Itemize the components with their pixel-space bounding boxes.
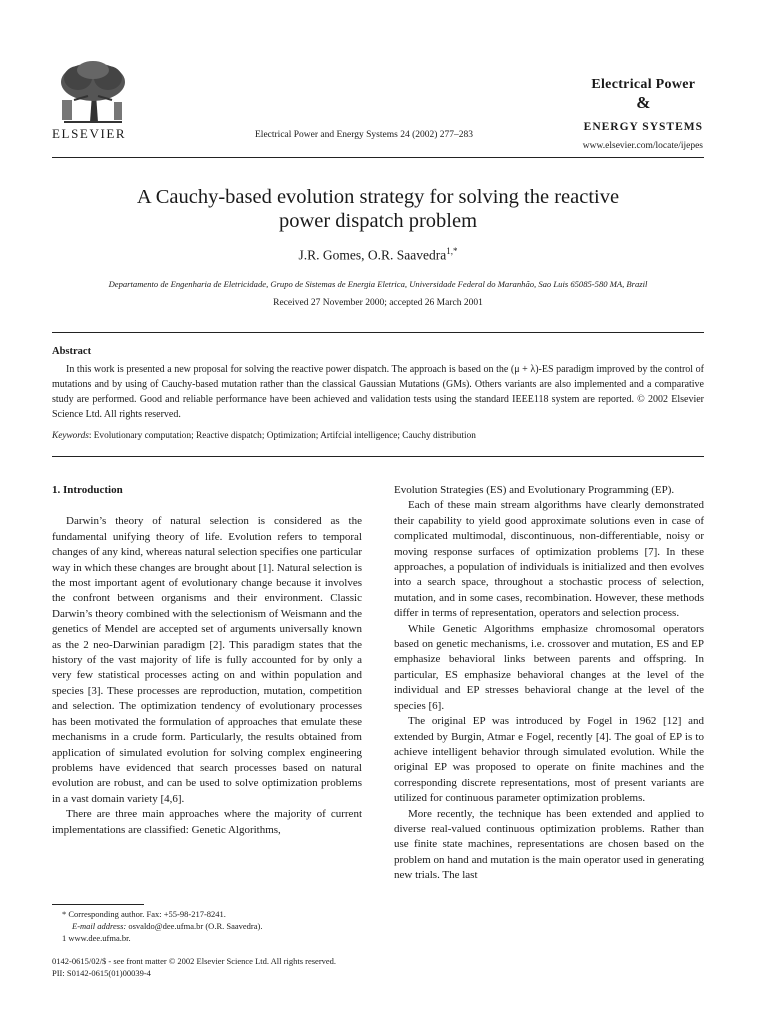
keywords-list: : Evolutionary computation; Reactive dispatch; Optimization; Artifcial intelligence; Cauchy distribution <box>88 431 476 441</box>
footnote-rule <box>52 904 144 905</box>
front-matter <box>52 955 336 979</box>
email-label: E-mail address: <box>72 921 127 931</box>
journal-title <box>584 76 703 136</box>
elsevier-tree-logo <box>54 60 132 124</box>
title-line2: power dispatch problem <box>278 210 478 232</box>
header-divider <box>52 157 704 158</box>
author-names: J.R. Gomes, O.R. Saavedra <box>298 247 447 263</box>
paragraph: While Genetic Algorithms emphasize chromosomal operators based on genetic mechanisms, i.e. crossover and mutation, ES and EP emphasize behavioral links between parents and offspring. In particular, ES emphasize behavioral changes at the level of the individual and EP stresses behavioral change at the level of the species [6]. <box>394 622 704 712</box>
author-superscript: 1,* <box>446 246 458 256</box>
paragraph: Each of these main stream algorithms have clearly demonstrated their capability to yield good approximate solutions even in case of complicated multimodal, discontinuous, non-differentiable, noisy or moving response surfaces of optimization problems [7]. In these approaches, a population of individuals is initialized and then evolves into a search space, throughout a stochastic process of selection, mutation, and in some cases, recombination. However, these methods differ in terms of representation, operators and selection process. <box>394 499 704 620</box>
paragraph: There are three main approaches where the majority of current implementations are classified: Genetic Algorithms, <box>52 808 362 836</box>
abstract-text: In this work is presented a new proposal for solving the reactive power dispatch. The approach is based on the (μ + λ)-ES paradigm improved by the control of mutations and by using of Cauchy-based mutation rather than the classical Gaussian Mutations (GMs). Others variants are also implemented and a comparative study are performed. Good and reliable performance have been achieved and validation tests using the standard IEEE118 system are reported. © 2002 Elsevier Science Ltd. All rights reserved. <box>52 364 704 420</box>
journal-title-line1: Electrical Power <box>591 77 696 92</box>
keywords-label: Keywords <box>52 431 89 441</box>
footnotes <box>62 908 262 944</box>
keywords <box>52 431 704 441</box>
title-line1: A Cauchy-based evolution strategy for solving the reactive <box>136 186 620 208</box>
paragraph: More recently, the technique has been extended and applied to diverse real-valued continuous optimization problems. Rather than use finite state machines, representations are chosen based on the problem on hand and mutation is the main operator used in generating new trials. The last <box>394 807 704 882</box>
abstract-top-divider <box>52 332 704 333</box>
section-heading-introduction: 1. Introduction <box>52 484 123 496</box>
received-dates: Received 27 November 2000; accepted 26 March 2001 <box>273 298 483 308</box>
paragraph: Darwin’s theory of natural selection is considered as the fundamental unifying theory of life. Evolution refers to temporal changes of any kind, whereas natural selection specifies one particular way in which these changes are brought about [1]. Natural selection is the most important agent of evolutionary change because it involves the confront between organisms and their environment. Classic Darwin’s theory combined with the selectionism of Weismann and the genetics of Mendel are accepted set of arguments universally known as the 2 neo-Darwinian paradigm [2]. This paradigm states that the history of the vast majority of life is fully accounted for by only a very few statistical processes acting on and within population and species [3]. These processes are reproduction, mutation, competition and selection. The optimization tendency of evolutionary processes has been motivated the formulation of approaches that emulate these mechanisms in a crude form. Particularly, the results obtained from application of simulated evolution for solving complex engineering problems have evidenced that search processes based on natural evolution are robust, and can be used to solve optimization problems in a vast domain variety [4,6]. <box>52 515 362 805</box>
article-title <box>52 185 704 233</box>
paragraph: The original EP was introduced by Fogel in 1962 [12] and extended by Burgin, Atmar e Fogel, recently [4]. The goal of EP is to achieve intelligent behavior through simulated evolution. While the original EP was proposed to operate on finite machines and the corresponding discrete representations, most of present variants are utilized for continuous parameter optimization problems. <box>394 715 704 805</box>
footnote-email <box>62 920 262 932</box>
journal-citation: Electrical Power and Energy Systems 24 (2002) 277–283 <box>255 130 474 140</box>
paragraph: Evolution Strategies (ES) and Evolutionary Programming (EP). <box>394 484 675 496</box>
journal-title-line2: & <box>636 93 651 112</box>
journal-url[interactable]: www.elsevier.com/locate/ijepes <box>582 141 703 151</box>
copyright-line: 0142-0615/02/$ - see front matter © 2002 Elsevier Science Ltd. All rights reserved. <box>52 956 337 966</box>
abstract-bottom-divider <box>52 456 704 457</box>
affiliation: Departamento de Engenharia de Eletricidade, Grupo de Sistemas de Energia Eletrica, Universidade Federal do Maranhão, Sao Luis 65085-580 MA, Brazil <box>108 279 648 289</box>
pii-line: PII: S0142-0615(01)00039-4 <box>52 968 151 978</box>
email-text: osvaldo@dee.ufma.br (O.R. Saavedra). <box>126 921 263 931</box>
publisher-name: ELSEVIER <box>52 126 127 141</box>
footnote-url: 1 www.dee.ufma.br. <box>62 933 131 943</box>
left-column <box>52 483 362 838</box>
authors <box>52 246 704 264</box>
journal-title-line3: ENERGY SYSTEMS <box>583 121 703 133</box>
right-column <box>394 483 704 884</box>
footnote-corresponding: * Corresponding author. Fax: +55-98-217-8241. <box>62 909 226 919</box>
abstract-heading: Abstract <box>52 346 92 357</box>
